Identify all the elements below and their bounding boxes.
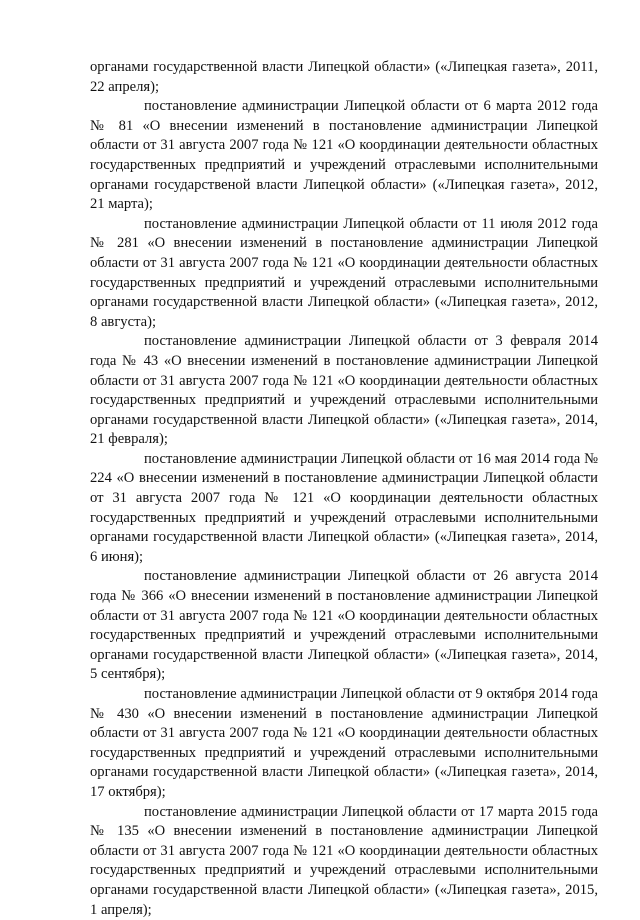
paragraph-resolution-2014-08-26: постановление администрации Липецкой области от 26 августа 2014 года № 366 «О внесении изменений в постановление администрации Липецкой области от 31 августа 2007 года № 121 «О координации деятельности областных государственных предприятий и учреждений отраслевыми исполнительными органами государственной власти Липецкой области» («Липецкая газета», 2014, 5 сентября); bbox=[90, 568, 598, 683]
paragraph-resolution-2012-07-11: постановление администрации Липецкой области от 11 июля 2012 года № 281 «О внесении изменений в постановление администрации Липецкой области от 31 августа 2007 года № 121 «О координации деятельности областных государственных предприятий и учреждений отраслевыми исполнительными органами государственной власти Липецкой области» («Липецкая газета», 2012, 8 августа); bbox=[90, 215, 598, 330]
document-page bbox=[90, 58, 598, 920]
paragraph-resolution-2015-03-17: постановление администрации Липецкой области от 17 марта 2015 года № 135 «О внесении изменений в постановление администрации Липецкой области от 31 августа 2007 года № 121 «О координации деятельности областных государственных предприятий и учреждений отраслевыми исполнительными органами государственной власти Липецкой области» («Липецкая газета», 2015, 1 апреля); bbox=[90, 803, 598, 918]
paragraph-resolution-2012-03-06: постановление администрации Липецкой области от 6 марта 2012 года № 81 «О внесении изменений в постановление администрации Липецкой области от 31 августа 2007 года № 121 «О координации деятельности областных государственных предприятий и учреждений отраслевыми исполнительными органами государственой власти Липецкой области» («Липецкая газета», 2012, 21 марта); bbox=[90, 98, 598, 213]
paragraph-continuation: органами государственной власти Липецкой области» («Липецкая газета», 2011, 22 апреля); bbox=[90, 59, 598, 95]
paragraph-resolution-2014-05-16: постановление администрации Липецкой области от 16 мая 2014 года № 224 «О внесении изменений в постановление администрации Липецкой области от 31 августа 2007 года № 121 «О координации деятельности областных государственных предприятий и учреждений отраслевыми исполнительными органами государственной власти Липецкой области» («Липецкая газета», 2014, 6 июня); bbox=[90, 450, 598, 565]
paragraph-resolution-2014-10-09: постановление администрации Липецкой области от 9 октября 2014 года № 430 «О внесении изменений в постановление администрации Липецкой области от 31 августа 2007 года № 121 «О координации деятельности областных государственных предприятий и учреждений отраслевыми исполнительными органами государственной власти Липецкой области» («Липецкая газета», 2014, 17 октября); bbox=[90, 686, 598, 800]
paragraph-resolution-2014-02-03: постановление администрации Липецкой области от 3 февраля 2014 года № 43 «О внесении изменений в постановление администрации Липецкой области от 31 августа 2007 года № 121 «О координации деятельности областных государственных предприятий и учреждений отраслевыми исполнительными органами государственной власти Липецкой области» («Липецкая газета», 2014, 21 февраля); bbox=[90, 333, 598, 448]
